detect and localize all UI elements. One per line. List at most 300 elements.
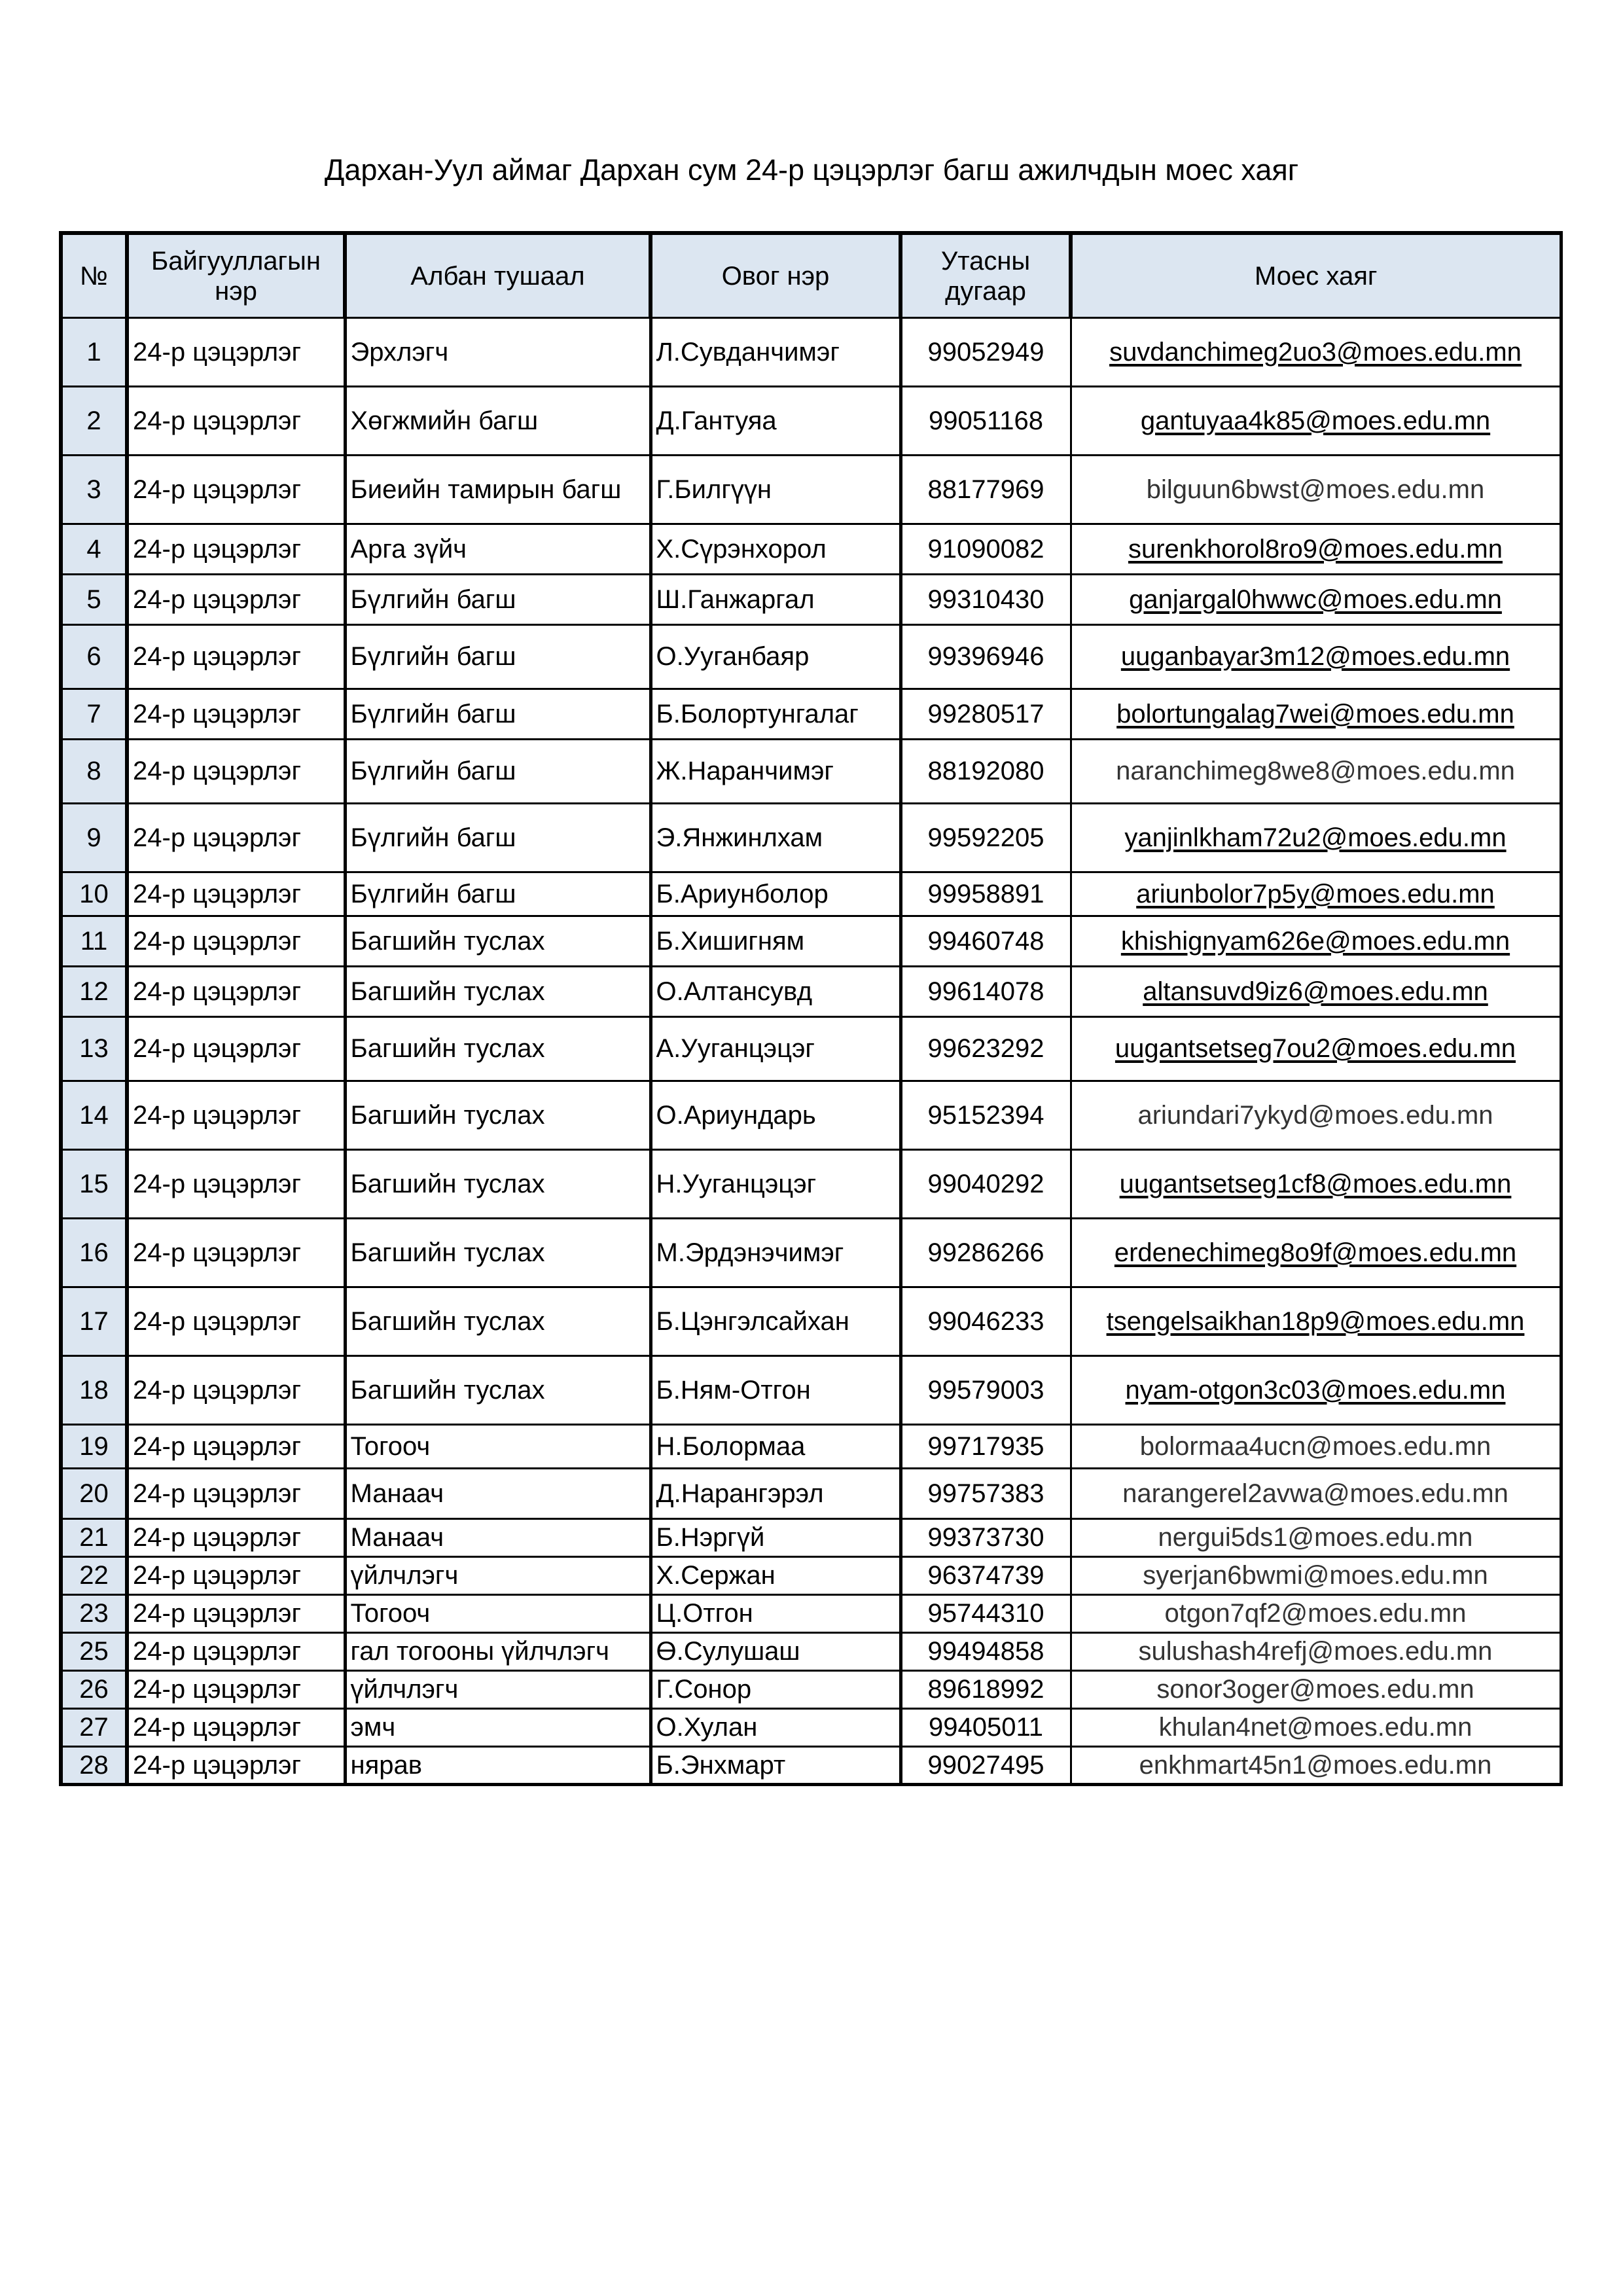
cell-email (1071, 524, 1561, 575)
cell-phone-text: 99040292 (927, 1169, 1044, 1198)
cell-number-text: 27 (79, 1713, 109, 1742)
cell-organization (127, 1671, 345, 1709)
cell-phone (901, 872, 1071, 916)
cell-position-text: нярав (350, 1750, 422, 1780)
cell-position (345, 625, 651, 689)
cell-phone (901, 1709, 1071, 1747)
cell-position (345, 1425, 651, 1469)
cell-number (61, 689, 127, 740)
cell-name-text: М.Эрдэнэчимэг (656, 1238, 844, 1267)
cell-organization (127, 1519, 345, 1557)
cell-phone (901, 1219, 1071, 1287)
table-row (61, 1219, 1561, 1287)
cell-position (345, 872, 651, 916)
cell-number (61, 1671, 127, 1709)
table-row (61, 387, 1561, 456)
cell-name-text: Б.Ариунболор (656, 879, 829, 908)
cell-position-text: Тогооч (350, 1431, 431, 1461)
cell-organization-text: 24-р цэцэрлэг (133, 1561, 302, 1590)
cell-number-text: 9 (86, 823, 101, 852)
cell-email-text: bilguun6bwst@moes.edu.mn (1146, 475, 1485, 504)
cell-email-text: sulushash4refj@moes.edu.mn (1138, 1637, 1493, 1666)
cell-position (345, 456, 651, 524)
cell-email-text: khulan4net@moes.edu.mn (1158, 1713, 1472, 1742)
cell-email (1071, 387, 1561, 456)
cell-name-text: О.Хулан (656, 1713, 758, 1742)
header-phone: Утасны дугаар (901, 233, 1071, 318)
cell-email (1071, 1017, 1561, 1081)
cell-organization (127, 1150, 345, 1219)
header-organization: Байгууллагын нэр (127, 233, 345, 318)
cell-number (61, 318, 127, 387)
cell-organization (127, 689, 345, 740)
cell-phone (901, 1425, 1071, 1469)
cell-position-text: Бүлгийн багш (350, 757, 516, 785)
cell-phone (901, 575, 1071, 625)
cell-name (651, 804, 901, 872)
cell-number (61, 1595, 127, 1633)
cell-phone (901, 625, 1071, 689)
cell-position-text: Багшийн туслах (350, 977, 545, 1006)
cell-organization-text: 24-р цэцэрлэг (133, 1599, 302, 1628)
cell-email (1071, 872, 1561, 916)
cell-organization (127, 1219, 345, 1287)
cell-number (61, 1017, 127, 1081)
cell-position (345, 1557, 651, 1595)
cell-phone-text: 99396946 (927, 642, 1044, 671)
cell-number-text: 19 (79, 1431, 109, 1461)
cell-number-text: 25 (79, 1637, 109, 1666)
cell-phone-text: 99405011 (929, 1713, 1043, 1742)
cell-organization (127, 1633, 345, 1671)
cell-name (651, 916, 901, 967)
cell-email-text[interactable]: erdenechimeg8o9f@moes.edu.mn (1114, 1238, 1517, 1267)
cell-name (651, 1709, 901, 1747)
cell-name-text: О.Алтансувд (656, 977, 813, 1006)
cell-number-text: 7 (86, 699, 101, 728)
cell-organization-text: 24-р цэцэрлэг (133, 1238, 302, 1267)
cell-name-text: Б.Хишигням (656, 926, 805, 956)
cell-number (61, 740, 127, 804)
cell-position-text: Багшийн туслах (350, 1375, 545, 1405)
cell-number-text: 23 (79, 1599, 109, 1628)
cell-name-text: Э.Янжинлхам (656, 823, 823, 852)
cell-organization (127, 740, 345, 804)
cell-position (345, 1219, 651, 1287)
cell-name-text: Б.Энхмарт (656, 1750, 786, 1780)
cell-name-text: Ш.Ганжаргал (656, 584, 815, 614)
cell-email-text[interactable]: ganjargal0hwwc@moes.edu.mn (1129, 584, 1502, 614)
cell-email-text[interactable]: uugantsetseg1cf8@moes.edu.mn (1119, 1169, 1512, 1198)
table-row (61, 1081, 1561, 1150)
cell-name (651, 456, 901, 524)
cell-email-text[interactable]: uugantsetseg7ou2@moes.edu.mn (1115, 1034, 1516, 1063)
cell-name (651, 872, 901, 916)
cell-email (1071, 1356, 1561, 1425)
cell-organization-text: 24-р цэцэрлэг (133, 642, 302, 671)
cell-email (1071, 1519, 1561, 1557)
cell-email-text: naranchimeg8we8@moes.edu.mn (1116, 757, 1515, 785)
cell-email (1071, 740, 1561, 804)
cell-name (651, 689, 901, 740)
cell-name (651, 318, 901, 387)
cell-position-text: Багшийн туслах (350, 1169, 545, 1198)
cell-position-text: Тогооч (350, 1599, 431, 1628)
cell-name (651, 1469, 901, 1519)
cell-email-text[interactable]: bolortungalag7wei@moes.edu.mn (1116, 699, 1514, 728)
cell-name-text: Б.Ням-Отгон (656, 1375, 811, 1405)
table-row (61, 1287, 1561, 1356)
cell-organization (127, 1557, 345, 1595)
cell-phone (901, 456, 1071, 524)
cell-name (651, 524, 901, 575)
cell-email-text: narangerel2avwa@moes.edu.mn (1122, 1479, 1508, 1508)
cell-phone-text: 99717935 (927, 1431, 1044, 1461)
cell-email-text[interactable]: gantuyaa4k85@moes.edu.mn (1140, 406, 1491, 435)
cell-organization-text: 24-р цэцэрлэг (133, 1375, 302, 1405)
cell-position (345, 740, 651, 804)
cell-name (651, 575, 901, 625)
cell-organization (127, 967, 345, 1017)
cell-number-text: 17 (79, 1306, 109, 1336)
cell-name-text: Ө.Сулушаш (656, 1637, 800, 1666)
cell-phone-text: 99623292 (927, 1034, 1044, 1063)
cell-email-text: syerjan6bwmi@moes.edu.mn (1143, 1561, 1488, 1590)
cell-name (651, 1671, 901, 1709)
cell-number-text: 13 (79, 1034, 109, 1063)
cell-phone (901, 804, 1071, 872)
cell-organization-text: 24-р цэцэрлэг (133, 584, 302, 614)
cell-name-text: Н.Ууганцэцэг (656, 1169, 817, 1198)
cell-phone-text: 88177969 (927, 475, 1044, 504)
cell-email (1071, 916, 1561, 967)
cell-organization (127, 804, 345, 872)
cell-phone-text: 99052949 (927, 337, 1044, 367)
cell-number (61, 1425, 127, 1469)
cell-number (61, 1469, 127, 1519)
cell-email-text[interactable]: suvdanchimeg2uo3@moes.edu.mn (1109, 337, 1522, 367)
table-row (61, 740, 1561, 804)
cell-number-text: 4 (86, 534, 101, 564)
cell-phone (901, 1081, 1071, 1150)
cell-name (651, 625, 901, 689)
table-row (61, 1671, 1561, 1709)
cell-number-text: 11 (80, 926, 108, 956)
cell-number (61, 804, 127, 872)
cell-number (61, 872, 127, 916)
cell-position (345, 318, 651, 387)
cell-name-text: Х.Сүрэнхорол (656, 534, 827, 564)
cell-email-text[interactable]: altansuvd9iz6@moes.edu.mn (1143, 977, 1488, 1006)
cell-phone (901, 524, 1071, 575)
cell-email (1071, 1469, 1561, 1519)
header-email: Моес хаяг (1071, 233, 1561, 318)
cell-number-text: 8 (86, 757, 101, 785)
cell-position-text: Багшийн туслах (350, 1034, 545, 1063)
cell-email (1071, 318, 1561, 387)
cell-position (345, 804, 651, 872)
cell-phone-text: 99958891 (927, 879, 1044, 908)
cell-number-text: 6 (86, 642, 101, 671)
cell-email (1071, 1595, 1561, 1633)
cell-number-text: 15 (79, 1169, 109, 1198)
cell-phone (901, 1017, 1071, 1081)
cell-phone-text: 89618992 (927, 1675, 1044, 1704)
cell-position-text: Багшийн туслах (350, 1238, 545, 1267)
cell-email-text[interactable]: yanjinlkham72u2@moes.edu.mn (1124, 823, 1507, 852)
cell-name (651, 1595, 901, 1633)
cell-name (651, 1081, 901, 1150)
cell-email (1071, 575, 1561, 625)
cell-phone (901, 387, 1071, 456)
cell-email-text[interactable]: surenkhorol8ro9@moes.edu.mn (1128, 534, 1503, 564)
cell-email-text: otgon7qf2@moes.edu.mn (1164, 1599, 1467, 1628)
cell-position (345, 1595, 651, 1633)
cell-email-text: sonor3oger@moes.edu.mn (1156, 1675, 1474, 1704)
cell-organization (127, 916, 345, 967)
cell-position-text: Эрхлэгч (350, 337, 449, 367)
table-row (61, 575, 1561, 625)
cell-name (651, 1425, 901, 1469)
cell-number (61, 625, 127, 689)
cell-phone (901, 740, 1071, 804)
cell-number-text: 10 (79, 879, 109, 908)
cell-name-text: Х.Сержан (656, 1561, 776, 1590)
cell-position (345, 1469, 651, 1519)
cell-number (61, 1633, 127, 1671)
cell-email (1071, 1747, 1561, 1785)
cell-email-text[interactable]: tsengelsaikhan18p9@moes.edu.mn (1106, 1306, 1525, 1336)
cell-organization-text: 24-р цэцэрлэг (133, 1034, 302, 1063)
cell-organization (127, 1709, 345, 1747)
cell-email (1071, 1557, 1561, 1595)
cell-organization-text: 24-р цэцэрлэг (133, 1523, 302, 1552)
cell-name (651, 740, 901, 804)
header-position: Албан тушаал (345, 233, 651, 318)
cell-organization-text: 24-р цэцэрлэг (133, 757, 302, 785)
cell-organization (127, 1425, 345, 1469)
cell-number-text: 5 (86, 584, 101, 614)
cell-name (651, 1519, 901, 1557)
cell-phone-text: 99051168 (929, 406, 1043, 435)
table-row (61, 1557, 1561, 1595)
cell-position-text: Бүлгийн багш (350, 642, 516, 671)
cell-number (61, 1081, 127, 1150)
cell-email-text: bolormaa4ucn@moes.edu.mn (1139, 1431, 1491, 1461)
cell-organization-text: 24-р цэцэрлэг (133, 406, 302, 435)
document-title: Дархан-Уул аймаг Дархан сум 24-р цэцэрлэг багш ажилчдын моес хаяг (324, 153, 1299, 187)
cell-email (1071, 625, 1561, 689)
cell-organization-text: 24-р цэцэрлэг (133, 879, 302, 908)
table-row (61, 1595, 1561, 1633)
cell-organization-text: 24-р цэцэрлэг (133, 1100, 302, 1130)
table-row (61, 1709, 1561, 1747)
cell-number-text: 22 (79, 1561, 109, 1590)
table-row (61, 456, 1561, 524)
cell-phone-text: 99310430 (927, 584, 1044, 614)
cell-email (1071, 1081, 1561, 1150)
cell-position-text: Бүлгийн багш (350, 823, 516, 852)
cell-number-text: 28 (79, 1750, 109, 1780)
cell-name-text: Ж.Наранчимэг (656, 757, 834, 785)
cell-phone-text: 99280517 (927, 699, 1044, 728)
cell-phone (901, 1557, 1071, 1595)
cell-phone-text: 96374739 (927, 1561, 1044, 1590)
cell-phone (901, 916, 1071, 967)
cell-email-text[interactable]: uuganbayar3m12@moes.edu.mn (1120, 642, 1510, 671)
cell-number-text: 2 (86, 406, 101, 435)
cell-phone (901, 1287, 1071, 1356)
cell-email (1071, 804, 1561, 872)
table-row (61, 625, 1561, 689)
cell-phone (901, 1633, 1071, 1671)
cell-phone-text: 95152394 (927, 1100, 1044, 1130)
cell-email (1071, 1287, 1561, 1356)
table-row (61, 967, 1561, 1017)
cell-organization-text: 24-р цэцэрлэг (133, 1479, 302, 1508)
cell-organization (127, 1081, 345, 1150)
cell-position-text: гал тогооны үйлчлэгч (350, 1637, 610, 1666)
table-row (61, 1747, 1561, 1785)
cell-organization (127, 318, 345, 387)
cell-number (61, 1219, 127, 1287)
cell-email-text: nergui5ds1@moes.edu.mn (1158, 1523, 1473, 1552)
cell-email (1071, 967, 1561, 1017)
cell-organization-text: 24-р цэцэрлэг (133, 1431, 302, 1461)
cell-position (345, 575, 651, 625)
cell-position-text: Бүлгийн багш (350, 699, 516, 728)
cell-position (345, 689, 651, 740)
table-row (61, 1519, 1561, 1557)
cell-phone (901, 1356, 1071, 1425)
cell-organization-text: 24-р цэцэрлэг (133, 1675, 302, 1704)
cell-position (345, 1017, 651, 1081)
cell-email (1071, 689, 1561, 740)
cell-position-text: Биеийн тамирын багш (350, 475, 622, 504)
table-row (61, 916, 1561, 967)
cell-phone-text: 99027495 (927, 1750, 1044, 1780)
cell-name-text: Н.Болормаа (656, 1431, 806, 1461)
cell-phone (901, 689, 1071, 740)
cell-phone (901, 318, 1071, 387)
cell-phone-text: 99757383 (927, 1479, 1044, 1508)
cell-phone-text: 99373730 (927, 1523, 1044, 1552)
cell-organization-text: 24-р цэцэрлэг (133, 1306, 302, 1336)
cell-email-text[interactable]: nyam-otgon3c03@moes.edu.mn (1125, 1375, 1506, 1405)
cell-email-text: ariundari7ykyd@moes.edu.mn (1137, 1100, 1493, 1130)
cell-phone-text: 91090082 (927, 534, 1044, 564)
cell-position-text: эмч (350, 1713, 396, 1742)
cell-number (61, 1150, 127, 1219)
cell-number (61, 1519, 127, 1557)
cell-email-text[interactable]: khishignyam626e@moes.edu.mn (1120, 926, 1510, 956)
cell-position (345, 967, 651, 1017)
cell-organization-text: 24-р цэцэрлэг (133, 337, 302, 367)
cell-organization-text: 24-р цэцэрлэг (133, 926, 302, 956)
cell-number (61, 387, 127, 456)
table-row (61, 1469, 1561, 1519)
cell-position (345, 1081, 651, 1150)
cell-position (345, 1671, 651, 1709)
cell-position-text: Багшийн туслах (350, 926, 545, 956)
cell-name-text: Ц.Отгон (656, 1599, 753, 1628)
table-header-row (61, 233, 1561, 318)
cell-name-text: Г.Сонор (656, 1675, 752, 1704)
cell-email (1071, 1671, 1561, 1709)
cell-position (345, 1633, 651, 1671)
cell-phone (901, 967, 1071, 1017)
cell-name-text: А.Ууганцэцэг (656, 1034, 815, 1063)
cell-organization (127, 1356, 345, 1425)
table-row (61, 318, 1561, 387)
cell-position-text: Манаач (350, 1523, 444, 1552)
cell-position (345, 1150, 651, 1219)
cell-phone-text: 99460748 (927, 926, 1044, 956)
cell-organization-text: 24-р цэцэрлэг (133, 1750, 302, 1780)
cell-organization-text: 24-р цэцэрлэг (133, 475, 302, 504)
cell-position (345, 916, 651, 967)
cell-organization (127, 872, 345, 916)
cell-email-text: enkhmart45n1@moes.edu.mn (1139, 1750, 1492, 1780)
cell-position-text: Багшийн туслах (350, 1306, 545, 1336)
cell-name (651, 387, 901, 456)
cell-email-text[interactable]: ariunbolor7p5y@moes.edu.mn (1136, 879, 1495, 908)
cell-phone (901, 1150, 1071, 1219)
cell-organization-text: 24-р цэцэрлэг (133, 1637, 302, 1666)
cell-phone-text: 99614078 (927, 977, 1044, 1006)
cell-organization (127, 575, 345, 625)
cell-position-text: Арга зүйч (350, 534, 467, 564)
cell-number (61, 1356, 127, 1425)
header-name: Овог нэр (651, 233, 901, 318)
cell-number-text: 18 (79, 1375, 109, 1405)
cell-number (61, 575, 127, 625)
cell-organization (127, 456, 345, 524)
cell-number (61, 1287, 127, 1356)
cell-number-text: 20 (79, 1479, 109, 1508)
cell-number-text: 12 (79, 977, 109, 1006)
cell-position-text: Бүлгийн багш (350, 584, 516, 614)
cell-name-text: Д.Гантуяа (656, 406, 777, 435)
cell-email (1071, 1150, 1561, 1219)
cell-email (1071, 1219, 1561, 1287)
cell-email (1071, 456, 1561, 524)
cell-name-text: Д.Нарангэрэл (656, 1479, 824, 1508)
cell-number-text: 3 (86, 475, 101, 504)
cell-position (345, 524, 651, 575)
cell-position-text: Багшийн туслах (350, 1100, 545, 1130)
cell-name-text: О.Ариундарь (656, 1100, 816, 1130)
cell-organization-text: 24-р цэцэрлэг (133, 1713, 302, 1742)
cell-name (651, 1017, 901, 1081)
cell-name-text: Б.Цэнгэлсайхан (656, 1306, 849, 1336)
cell-email (1071, 1633, 1561, 1671)
cell-position (345, 1709, 651, 1747)
cell-name-text: Б.Нэргүй (656, 1523, 765, 1552)
cell-organization (127, 625, 345, 689)
cell-name (651, 1557, 901, 1595)
cell-phone-text: 95744310 (927, 1599, 1044, 1628)
cell-position (345, 1287, 651, 1356)
table-row (61, 524, 1561, 575)
table-row (61, 1150, 1561, 1219)
header-number: № (61, 233, 127, 318)
cell-organization (127, 524, 345, 575)
cell-number (61, 1747, 127, 1785)
cell-name (651, 967, 901, 1017)
cell-phone-text: 99579003 (927, 1375, 1044, 1405)
cell-organization (127, 1747, 345, 1785)
